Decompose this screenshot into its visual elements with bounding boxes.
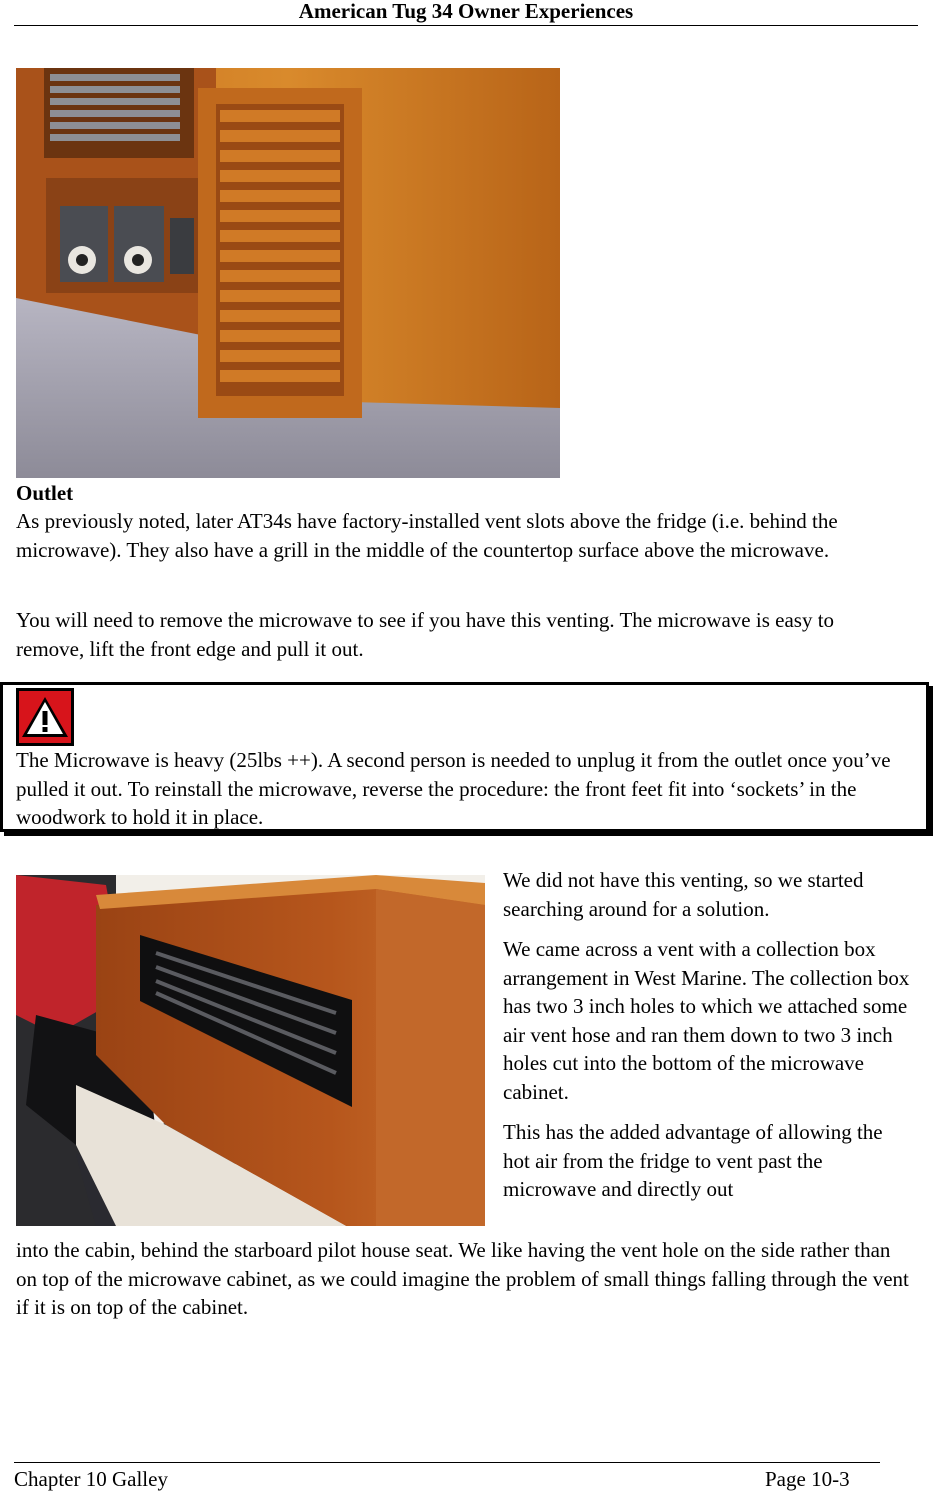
photo-side-vent-microwave-cabinet bbox=[16, 875, 485, 1226]
venting-paragraph-3-end: into the cabin, behind the starboard pilot house seat. We like having the vent hole on the side rather than on top of the microwave cabinet, as we could imagine the problem of small things falling through the vent if it is on top of the cabinet. bbox=[16, 1238, 909, 1319]
footer-divider bbox=[14, 1462, 880, 1463]
warning-text: The Microwave is heavy (25lbs ++). A second person is needed to unplug it from the outlet once you’ve pulled it out. To reinstall the microwave, reverse the procedure: the front feet fit into ‘sockets’ in the woodwork to hold it in place. bbox=[16, 748, 891, 829]
venting-paragraph-3-start: This has the added advantage of allowing the hot air from the fridge to vent past the microwave and directly out bbox=[503, 1120, 883, 1201]
footer-chapter: Chapter 10 Galley bbox=[14, 1467, 168, 1491]
outlet-heading: Outlet bbox=[16, 481, 74, 505]
outlet-paragraph-1: As previously noted, later AT34s have factory-installed vent slots above the fridge (i.e. behind the microwave). They also have a grill in the middle of the countertop surface above the microwave. bbox=[16, 509, 838, 562]
outlet-paragraph-2: You will need to remove the microwave to see if you have this venting. The microwave is easy to remove, lift the front edge and pull it out. bbox=[16, 608, 835, 661]
warning-icon bbox=[16, 688, 74, 746]
page-header bbox=[14, 0, 918, 26]
venting-column bbox=[503, 866, 913, 1216]
venting-paragraph-1: We did not have this venting, so we started searching around for a solution. bbox=[503, 868, 864, 921]
footer-page-number: Page 10-3 bbox=[765, 1467, 850, 1491]
venting-paragraph-2: We came across a vent with a collection box arrangement in West Marine. The collection box has two 3 inch holes to which we attached some air vent hose and ran them down to two 3 inch holes cut into the bottom of the microwave cabinet. bbox=[503, 937, 910, 1104]
warning-box bbox=[0, 682, 929, 832]
photo-louvered-vent-cabinet bbox=[16, 68, 560, 478]
header-title: American Tug 34 Owner Experiences bbox=[298, 0, 634, 23]
